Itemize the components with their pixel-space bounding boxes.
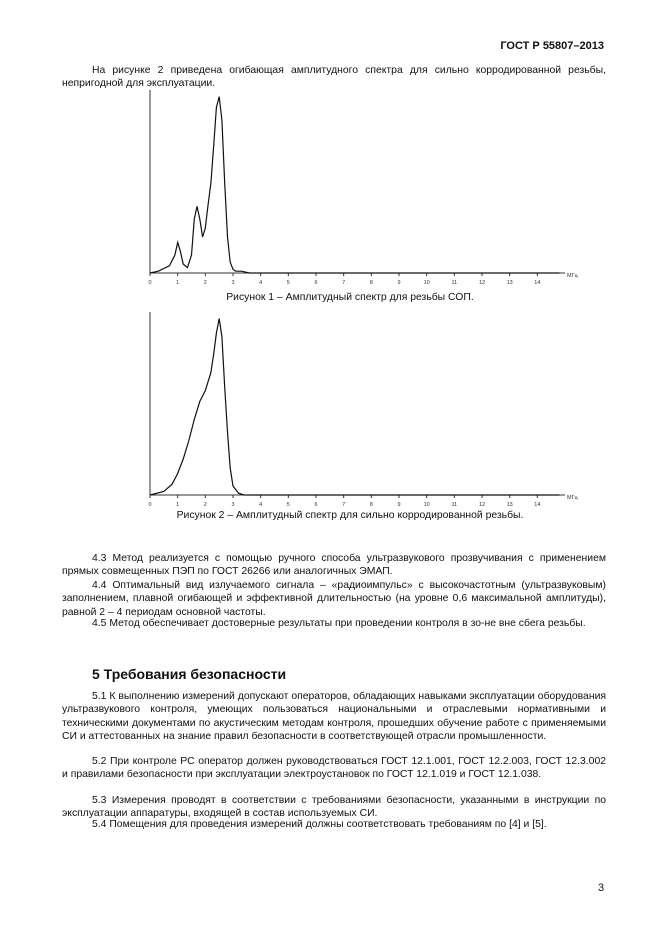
x-tick-label: 5 <box>286 502 290 508</box>
x-tick-label: 10 <box>423 502 430 508</box>
x-tick-label: 0 <box>148 502 152 508</box>
x-tick-label: 8 <box>369 280 373 286</box>
page-number: 3 <box>598 882 605 894</box>
x-tick-label: 4 <box>259 280 263 286</box>
x-tick-label: 0 <box>148 280 152 286</box>
x-tick-label: 13 <box>506 280 513 286</box>
paragraph-4-4: 4.4 Оптимальный вид излучаемого сигнала – «радиоимпульс» с высокочастотным (ультразвуковым) заполнением, плавной огибающей и эффективной длительностью (на уровне 0,6 максимальной амплитуды), равной 2 – 4 периодам основной частоты. <box>62 580 606 618</box>
figure-2-chart <box>140 310 580 510</box>
x-tick-label: 10 <box>423 280 430 286</box>
x-tick-label: 8 <box>369 502 373 508</box>
intro-paragraph: На рисунке 2 приведена огибающая амплитудного спектра для сильно корродированной резьбы, непригодной для эксплуатации. <box>62 65 606 90</box>
x-tick-label: 9 <box>397 502 401 508</box>
standard-number: ГОСТ Р 55807–2013 <box>500 40 604 52</box>
section-5-title: 5 Требования безопасности <box>92 666 287 682</box>
x-tick-label: 5 <box>286 280 290 286</box>
series-line <box>150 319 560 495</box>
x-tick-label: 6 <box>314 280 318 286</box>
paragraph-5-3: 5.3 Измерения проводят в соответствии с требованиями безопасности, указанными в инструкции по эксплуатации аппаратуры, входящей в состав используемых СИ. <box>62 795 606 820</box>
paragraph-4-3: 4.3 Метод реализуется с помощью ручного способа ультразвукового прозвучивания с применением прямых совмещенных ПЭП по ГОСТ 26266 или аналогичных ЭМАП. <box>62 553 606 578</box>
x-tick-label: 1 <box>176 280 180 286</box>
x-tick-label: 9 <box>397 280 401 286</box>
x-tick-label: 12 <box>478 502 486 508</box>
x-unit-label: МГц <box>567 273 578 279</box>
figure-1-caption: Рисунок 1 – Амплитудный спектр для резьбы СОП. <box>226 292 474 303</box>
x-tick-label: 12 <box>478 280 486 286</box>
paragraph-5-2: 5.2 При контроле РС оператор должен руководствоваться ГОСТ 12.1.001, ГОСТ 12.2.003, ГОСТ 12.3.002 и правилами безопасности при эксплуатации электроустановок по ГОСТ 12.1.019 и ГОСТ 12.1.038. <box>62 756 606 781</box>
x-unit-label: МГц <box>567 495 578 501</box>
x-tick-label: 7 <box>342 280 346 286</box>
x-tick-label: 3 <box>231 502 235 508</box>
x-tick-label: 14 <box>534 502 541 508</box>
paragraph-5-1: 5.1 К выполнению измерений допускают операторов, обладающих навыками эксплуатации оборудования ультразвукового контроля, умеющих пользоваться национальными и отраслевыми нормативными и техническими документами по акустическим методам контроля, прошедших обучение работе с применяемыми СИ и аттестованных на знание правил безопасности в соответствующей отрасли промышленности. <box>62 691 606 743</box>
x-tick-label: 1 <box>176 502 180 508</box>
x-tick-label: 11 <box>451 502 458 508</box>
x-tick-label: 14 <box>534 280 541 286</box>
series-line <box>150 97 560 273</box>
x-tick-label: 6 <box>314 502 318 508</box>
x-tick-label: 3 <box>231 280 235 286</box>
figure-2-caption: Рисунок 2 – Амплитудный спектр для сильно корродированной резьбы. <box>176 510 524 521</box>
figure-1-chart <box>140 88 580 288</box>
x-tick-label: 2 <box>203 502 207 508</box>
paragraph-5-4: 5.4 Помещения для проведения измерений должны соответствовать требованиям по [4] и [5]. <box>92 819 547 830</box>
x-tick-label: 2 <box>203 280 207 286</box>
x-tick-label: 11 <box>451 280 458 286</box>
paragraph-4-5: 4.5 Метод обеспечивает достоверные результаты при проведении контроля в зо-не вне сбега резьбы. <box>92 618 586 629</box>
x-tick-label: 13 <box>506 502 513 508</box>
x-tick-label: 4 <box>259 502 263 508</box>
x-tick-label: 7 <box>342 502 346 508</box>
